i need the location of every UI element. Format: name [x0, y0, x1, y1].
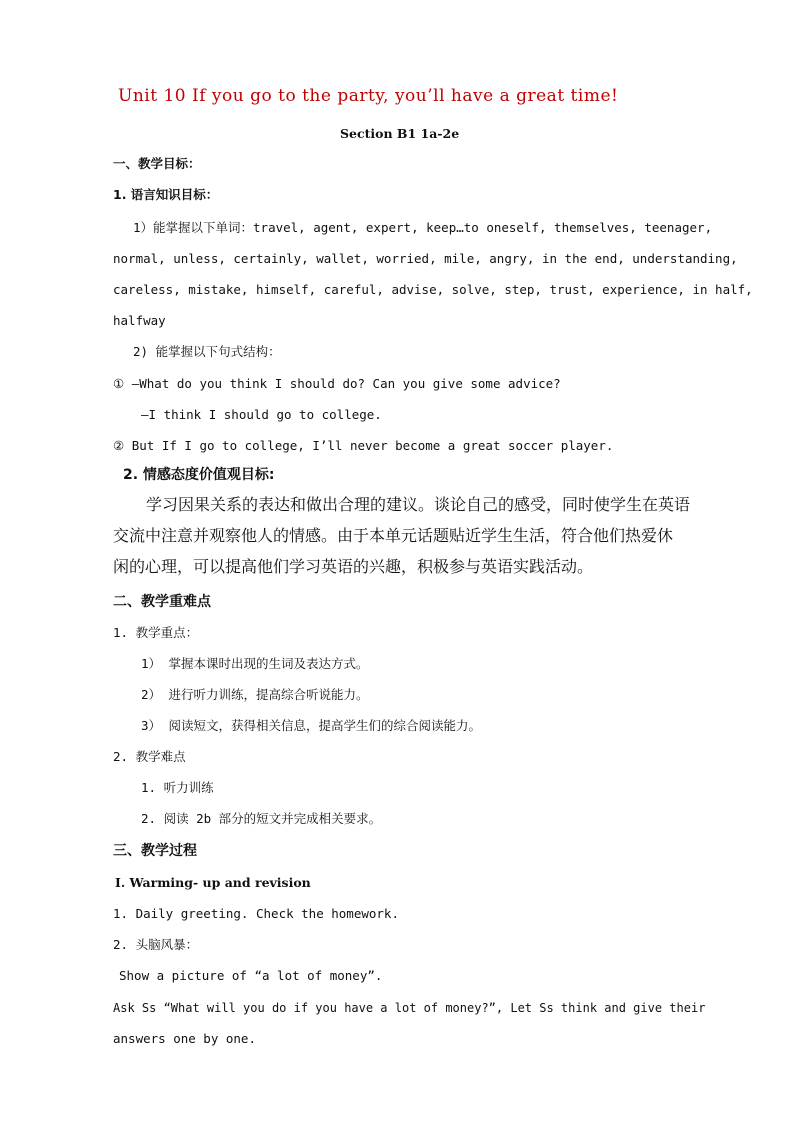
key-point-3: 3） 阅读短文，获得相关信息，提高学生们的综合阅读能力。 [141, 718, 482, 733]
structure-2: ② But If I go to college, I’ll never become a great soccer player. [113, 438, 614, 453]
step-line-2: 2. 头脑风暴： [113, 937, 199, 952]
vocab-line-2: normal, unless, certainly, wallet, worried, mile, angry, in the end, understanding, [113, 251, 738, 266]
vocab-line-1: 1）能掌握以下单词：travel, agent, expert, keep…to oneself, themselves, teenager, [133, 220, 713, 235]
difficult-point-2: 2. 阅读 2b 部分的短文并完成相关要求。 [141, 811, 382, 826]
vocab-line-4: halfway [113, 313, 166, 328]
heading-teaching-process: 三、教学过程 [113, 843, 197, 859]
difficult-point-1: 1. 听力训练 [141, 780, 214, 795]
emotion-line-1: 学习因果关系的表达和做出合理的建议。谈论自己的感受，同时使学生在英语 [146, 495, 691, 514]
structure-1b: —I think I should go to college. [141, 407, 382, 422]
heading-teaching-goals: 一、教学目标： [113, 156, 201, 171]
key-point-1: 1） 掌握本课时出现的生词及表达方式。 [141, 656, 369, 671]
heading-emotional-goals: 2. 情感态度价值观目标: [123, 467, 275, 483]
step-line-3: Show a picture of “a lot of money”. [119, 968, 383, 983]
step-line-4: Ask Ss “What will you do if you have a lot of money?”, Let Ss think and give their [113, 1001, 706, 1015]
heading-key-difficult-points: 二、教学重难点 [113, 594, 211, 610]
step-line-5: answers one by one. [113, 1031, 256, 1046]
section-subtitle: Section B1 1a-2e [340, 126, 460, 141]
structures-heading: 2) 能掌握以下句式结构： [133, 344, 281, 359]
key-point-2: 2） 进行听力训练，提高综合听说能力。 [141, 687, 369, 702]
key-points-heading: 1. 教学重点： [113, 625, 199, 640]
emotion-line-3: 闲的心理，可以提高他们学习英语的兴趣，积极参与英语实践活动。 [113, 557, 594, 576]
structure-1a: ① —What do you think I should do? Can you give some advice? [113, 376, 561, 391]
step-line-1: 1. Daily greeting. Check the homework. [113, 906, 399, 921]
document-title: Unit 10 If you go to the party, you’ll have a great time! [118, 86, 619, 106]
step-warming-up-heading: Ⅰ. Warming- up and revision [115, 875, 311, 890]
heading-language-goals: 1. 语言知识目标： [113, 187, 219, 202]
vocab-line-3: careless, mistake, himself, careful, advise, solve, step, trust, experience, in half, [113, 282, 753, 297]
emotion-line-2: 交流中注意并观察他人的情感。由于本单元话题贴近学生生活，符合他们热爱休 [113, 526, 674, 545]
difficult-points-heading: 2. 教学难点 [113, 749, 186, 764]
